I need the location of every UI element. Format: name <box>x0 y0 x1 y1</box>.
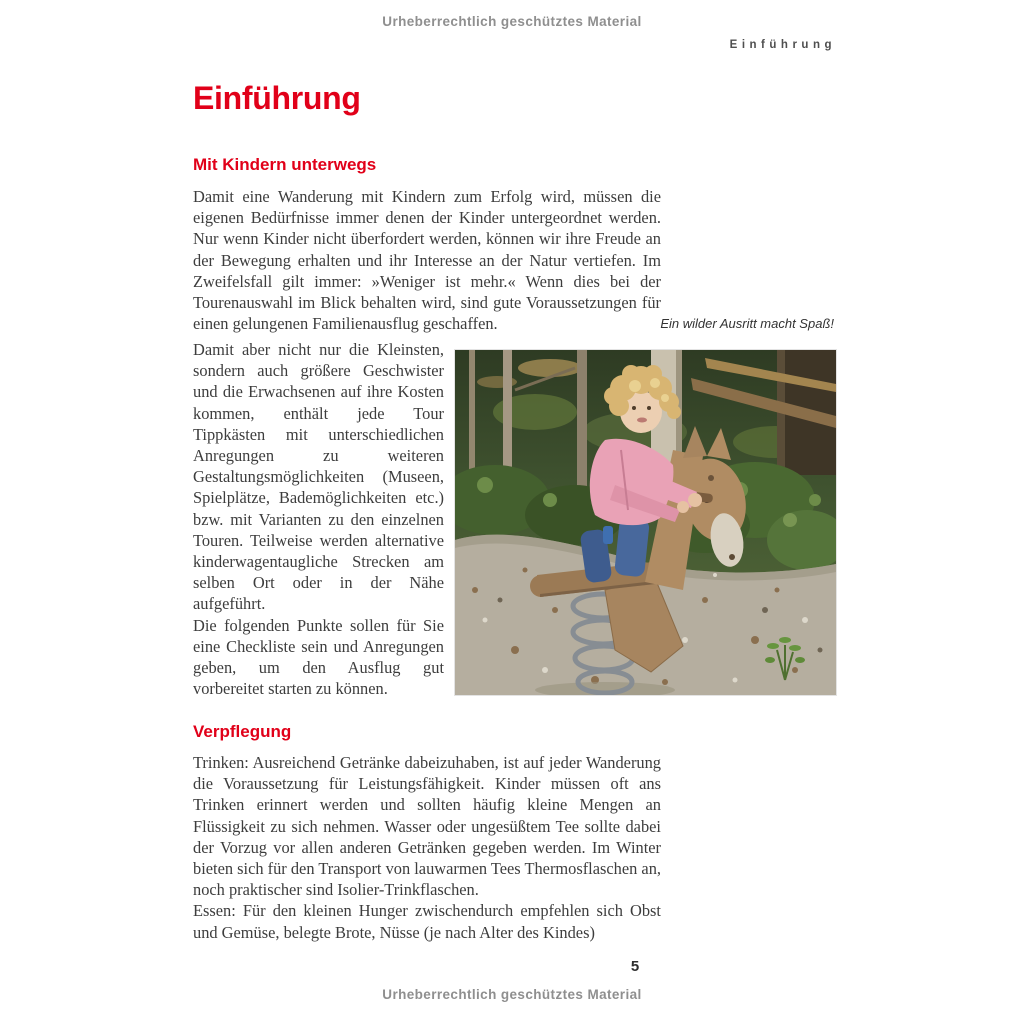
copyright-watermark-top: Urheberrechtlich geschütztes Material <box>382 14 642 29</box>
page-title: Einführung <box>193 80 361 116</box>
paragraph: Damit aber nicht nur die Kleinsten, sondern auch größere Geschwister und die Erwachsenen auf ihre Kosten kommen, enthält jede Tour Tippkästen mit unterschiedlichen Anregungen zu weiteren Gestaltungsmöglichkeiten (Museen, Spielplätze, Bademöglichkeiten etc.) bzw. mit Varianten zu den einzelnen Touren. Teilweise werden alternative kinderwagentaugliche Strecken am selben Ort oder in der Nähe aufgeführt. <box>193 340 444 614</box>
intro-paragraph <box>193 186 661 334</box>
paragraph: Damit eine Wanderung mit Kindern zum Erfolg wird, müssen die eigenen Bedürfnisse immer denen der Kinder untergeordnet werden. Nur wenn Kinder nicht überfordert werden, können wir ihre Freude an der Bewegung erhalten und ihr Interesse an der Natur vertiefen. Im Zweifelsfall gilt immer: »Weniger ist mehr.« Wenn dies bei der Tourenauswahl im Blick behalten wird, sind gute Voraussetzungen für einen gelungenen Familienausflug geschaffen. <box>193 187 661 334</box>
photo-caption: Ein wilder Ausritt macht Spaß! <box>660 316 834 331</box>
paragraph: Trinken: Ausreichend Getränke dabeizuhaben, ist auf jeder Wanderung die Voraussetzung für Leistungsfähigkeit. Kinder müssen oft ans Trinken erinnert werden und sollten häufig kleine Mengen an Flüssigkeit zu sich nehmen. Wasser oder ungesüßtem Tee sollte dabei der Vorzug vor allen anderen Getränken gegeben werden. Im Winter bieten sich für den Transport von lauwarmen Tees Thermosflaschen an, noch praktischer sind Isolier-Trinkflaschen. <box>193 753 661 900</box>
running-head: Einführung <box>729 39 836 51</box>
text-column-beside-photo <box>193 339 444 699</box>
copyright-watermark-bottom: Urheberrechtlich geschütztes Material <box>382 987 642 1002</box>
forest-photo-illustration <box>455 350 836 695</box>
verpflegung-text <box>193 752 661 943</box>
page-number: 5 <box>630 958 640 975</box>
section-heading-mit-kindern-unterwegs: Mit Kindern unterwegs <box>193 155 377 174</box>
paragraph: Die folgenden Punkte sollen für Sie eine Checkliste sein und Anregungen geben, um den Ausflug gut vorbereitet starten zu können. <box>193 615 444 699</box>
photo-child-on-spring-rocker <box>455 350 836 695</box>
paragraph: Essen: Für den kleinen Hunger zwischendurch empfehlen sich Obst und Gemüse, belegte Brote, Nüsse (je nach Alter des Kindes) <box>193 901 661 942</box>
section-heading-verpflegung: Verpflegung <box>193 722 292 741</box>
